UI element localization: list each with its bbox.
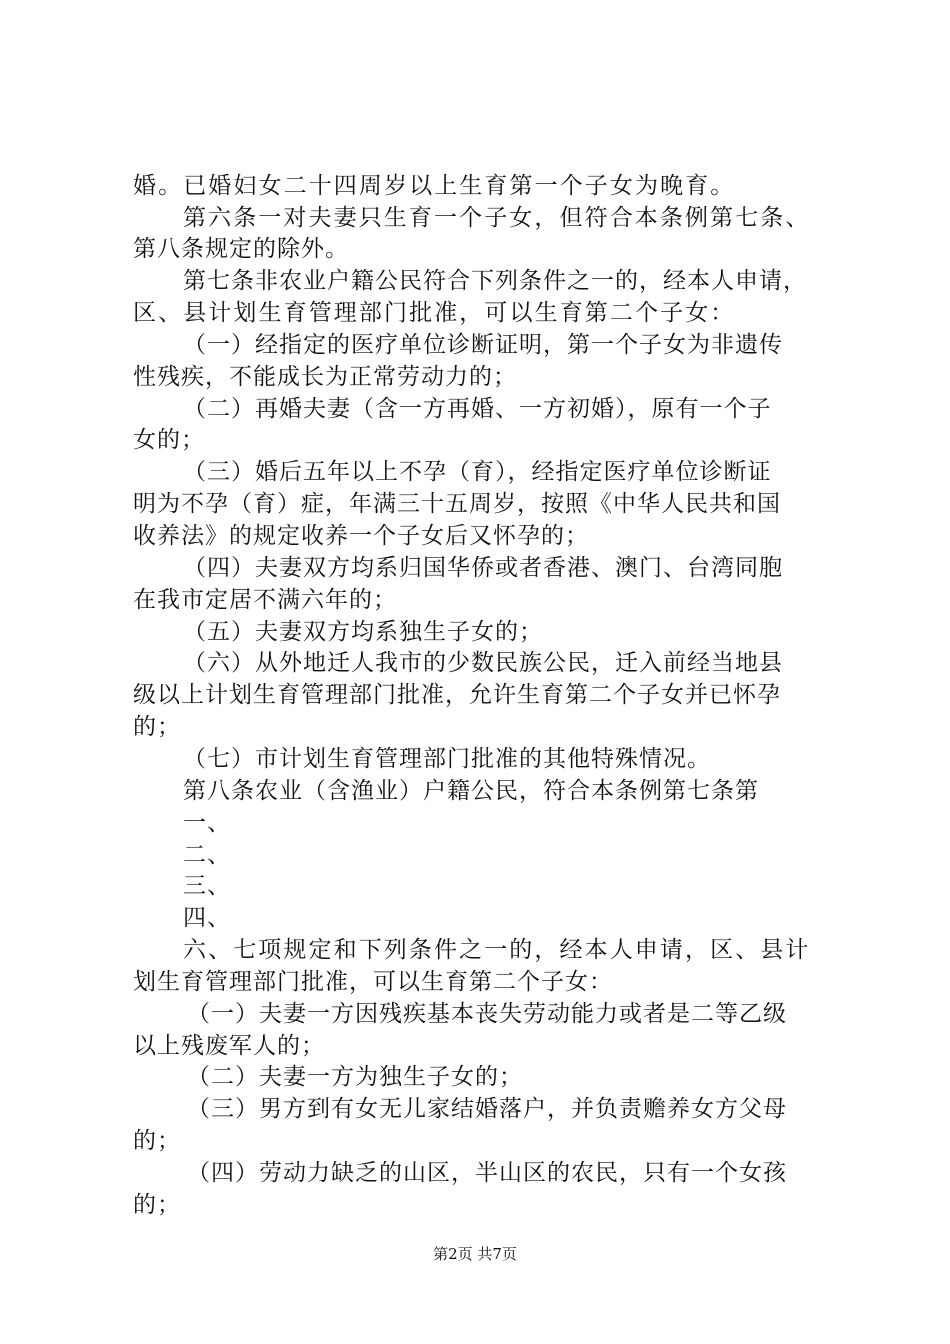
text-line: 的； xyxy=(133,1192,181,1218)
text-line: 的； xyxy=(133,714,181,740)
text-line: 第八条农业（含渔业）户籍公民，符合本条例第七条第 xyxy=(183,778,759,804)
text-line: 一、 xyxy=(183,810,231,836)
text-line: （一）经指定的医疗单位诊断证明，第一个子女为非遗传 xyxy=(183,332,783,358)
text-line: 第六条一对夫妻只生育一个子女，但符合本条例第七条、 xyxy=(183,205,811,231)
text-line: 划生育管理部门批准，可以生育第二个子女： xyxy=(133,969,613,995)
text-line: 第七条非农业户籍公民符合下列条件之一的，经本人申请， xyxy=(183,268,807,294)
text-line: 性残疾，不能成长为正常劳动力的； xyxy=(133,364,517,390)
text-line: （四）夫妻双方均系归国华侨或者香港、澳门、台湾同胞 xyxy=(183,555,783,581)
text-line: （六）从外地迁人我市的少数民族公民，迁入前经当地县 xyxy=(183,650,783,676)
text-line: （四）劳动力缺乏的山区，半山区的农民，只有一个女孩 xyxy=(187,1160,787,1186)
text-line: （二）夫妻一方为独生子女的； xyxy=(187,1064,523,1090)
text-line: 第八条规定的除外。 xyxy=(133,236,349,262)
text-line: 女的； xyxy=(133,427,205,453)
text-line: 的； xyxy=(133,1128,181,1154)
text-line: 收养法》的规定收养一个子女后又怀孕的； xyxy=(133,523,589,549)
text-line: 以上残废军人的； xyxy=(133,1033,325,1059)
text-line: 明为不孕（育）症，年满三十五周岁，按照《中华人民共和国 xyxy=(133,491,781,517)
text-line: （一）夫妻一方因残疾基本丧失劳动能力或者是二等乙级 xyxy=(187,1001,787,1027)
text-line: 级以上计划生育管理部门批准，允许生育第二个子女并已怀孕 xyxy=(133,682,781,708)
text-line: （三）婚后五年以上不孕（育），经指定医疗单位诊断证 xyxy=(183,459,772,485)
text-line: （五）夫妻双方均系独生子女的； xyxy=(183,619,543,645)
text-line: 六、七项规定和下列条件之一的，经本人申请，区、县计 xyxy=(183,937,811,963)
text-line: 在我市定居不满六年的； xyxy=(133,587,397,613)
page-number-footer: 第2页 共7页 xyxy=(433,1245,517,1263)
text-line: （三）男方到有女无儿家结婚落户，并负责赡养女方父母 xyxy=(187,1096,787,1122)
text-line: 四、 xyxy=(183,905,231,931)
text-line: （七）市计划生育管理部门批准的其他特殊情况。 xyxy=(183,746,711,772)
text-line: 三、 xyxy=(183,873,231,899)
text-line: 二、 xyxy=(183,842,231,868)
text-line: （二）再婚夫妻（含一方再婚、一方初婚），原有一个子 xyxy=(183,396,772,422)
text-line: 婚。已婚妇女二十四周岁以上生育第一个子女为晚育。 xyxy=(133,173,736,199)
text-line: 区、县计划生育管理部门批准，可以生育第二个子女： xyxy=(133,300,736,326)
